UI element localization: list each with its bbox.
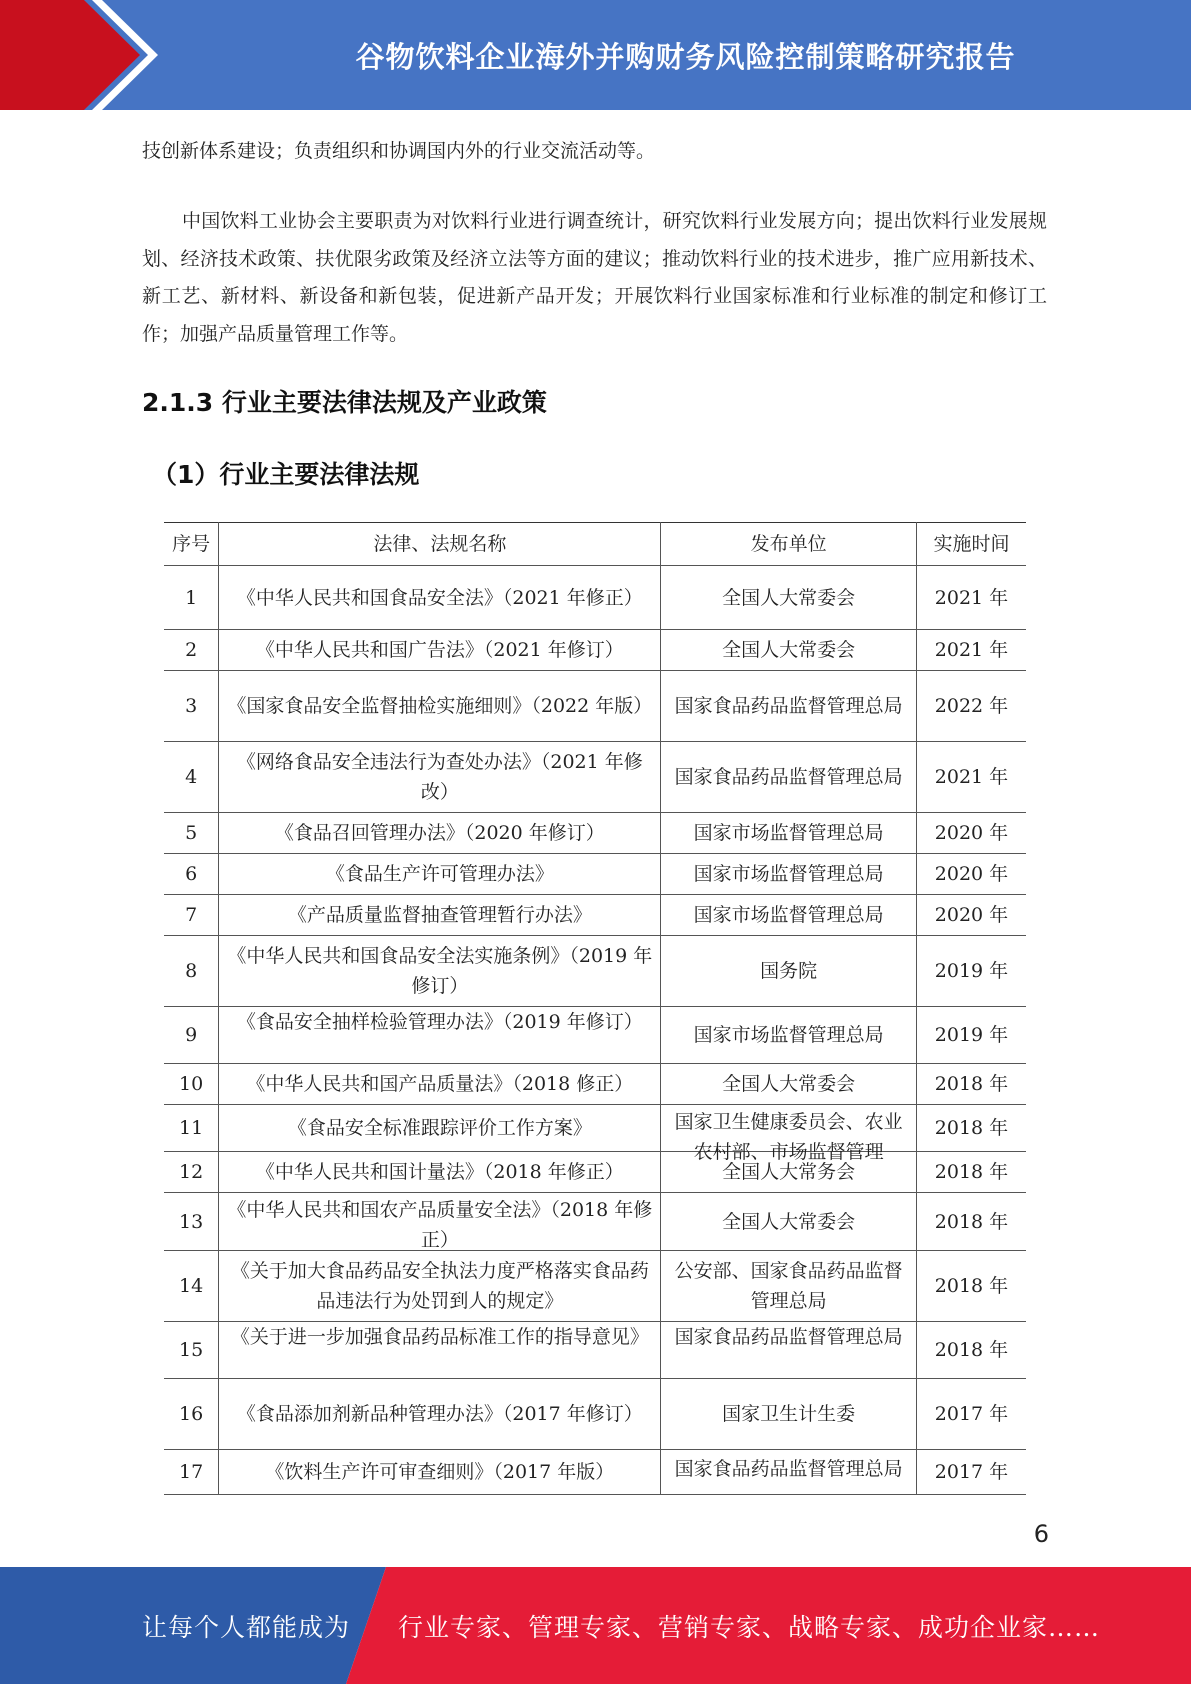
header-issuer: 发布单位 <box>661 523 917 566</box>
header-title: 谷物饮料企业海外并购财务风险控制策略研究报告 <box>355 39 1016 74</box>
table-row <box>164 1251 1026 1322</box>
cell-date: 2022 年 <box>916 671 1026 742</box>
cell-law-name: 《中华人民共和国计量法》（2018 年修正） <box>219 1152 661 1193</box>
cell-law-name: 《产品质量监督抽查管理暂行办法》 <box>219 895 661 936</box>
table-row <box>164 1322 1026 1379</box>
cell-date: 2018 年 <box>916 1105 1026 1152</box>
cell-issuer: 国家卫生计生委 <box>661 1379 917 1450</box>
header-effective-date: 实施时间 <box>916 523 1026 566</box>
cell-date: 2017 年 <box>916 1379 1026 1450</box>
table-row <box>164 1152 1026 1193</box>
cell-serial: 13 <box>164 1193 219 1251</box>
table-header-row <box>164 523 1026 566</box>
cell-issuer: 国务院 <box>661 936 917 1007</box>
cell-law-name-text: 《中华人民共和国农产品质量安全法》（2018 年修正） <box>227 1199 653 1251</box>
cell-law-name: 《中华人民共和国广告法》（2021 年修订） <box>219 630 661 671</box>
cell-law-name <box>219 1007 661 1064</box>
cell-date: 2018 年 <box>916 1251 1026 1322</box>
cell-date: 2018 年 <box>916 1193 1026 1251</box>
cell-issuer: 国家市场监督管理总局 <box>661 895 917 936</box>
paragraph-association-duties: 中国饮料工业协会主要职责为对饮料行业进行调查统计，研究饮料行业发展方向；提出饮料行业发展规划、经济技术政策、扶优限劣政策及经济立法等方面的建议；推动饮料行业的技术进步，推广应用新技术、新工艺、新材料、新设备和新包装，促进新产品开发；开展饮料行业国家标准和行业标准的制定和修订工作；加强产品质量管理工作等。 <box>142 210 1047 345</box>
cell-serial: 14 <box>164 1251 219 1322</box>
cell-issuer-text: 国家食品药品监督管理总局 <box>674 1326 903 1348</box>
cell-issuer: 国家食品药品监督管理总局 <box>661 742 917 813</box>
cell-law-name: 《饮料生产许可审查细则》（2017 年版） <box>219 1450 661 1495</box>
cell-serial: 3 <box>164 671 219 742</box>
cell-issuer: 国家市场监督管理总局 <box>661 854 917 895</box>
cell-law-name: 《中华人民共和国食品安全法实施条例》（2019 年修订） <box>219 936 661 1007</box>
table-row <box>164 630 1026 671</box>
laws-table-container <box>164 522 1026 1485</box>
footer-slogan-left: 让每个人都能成为 <box>142 1612 351 1642</box>
table-row <box>164 895 1026 936</box>
cell-serial: 17 <box>164 1450 219 1495</box>
cell-serial: 4 <box>164 742 219 813</box>
cell-issuer: 全国人大常务会 <box>661 1152 917 1193</box>
cell-issuer <box>661 1322 917 1379</box>
cell-serial: 2 <box>164 630 219 671</box>
laws-table <box>164 522 1026 1495</box>
table-row <box>164 742 1026 813</box>
cell-date: 2019 年 <box>916 936 1026 1007</box>
table-row <box>164 1105 1026 1152</box>
cell-law-name: 《网络食品安全违法行为查处办法》（2021 年修改） <box>219 742 661 813</box>
cell-law-name-text: 《关于进一步加强食品药品标准工作的指导意见》 <box>230 1326 649 1348</box>
cell-serial: 16 <box>164 1379 219 1450</box>
cell-serial: 7 <box>164 895 219 936</box>
cell-date: 2020 年 <box>916 895 1026 936</box>
cell-issuer: 全国人大常委会 <box>661 1193 917 1251</box>
page-number: 6 <box>1033 1520 1049 1548</box>
page-header <box>0 0 1191 110</box>
cell-date: 2020 年 <box>916 813 1026 854</box>
section-heading: 2.1.3 行业主要法律法规及产业政策 <box>142 388 547 417</box>
table-row <box>164 671 1026 742</box>
cell-issuer <box>661 1105 917 1163</box>
cell-date: 2021 年 <box>916 630 1026 671</box>
cell-serial: 9 <box>164 1007 219 1064</box>
cell-issuer: 国家市场监督管理总局 <box>661 813 917 854</box>
cell-issuer-text: 国家食品药品监督管理总局 <box>674 1458 903 1480</box>
table-row <box>164 813 1026 854</box>
cell-law-name: 《关于加大食品药品安全执法力度严格落实食品药品违法行为处罚到人的规定》 <box>219 1251 661 1322</box>
cell-serial: 5 <box>164 813 219 854</box>
cell-issuer: 国家食品药品监督管理总局 <box>661 671 917 742</box>
cell-issuer: 国家市场监督管理总局 <box>661 1007 917 1064</box>
cell-date: 2017 年 <box>916 1450 1026 1495</box>
cell-serial: 11 <box>164 1105 219 1152</box>
cell-date: 2018 年 <box>916 1064 1026 1105</box>
page-footer <box>0 1567 1191 1684</box>
cell-serial: 6 <box>164 854 219 895</box>
cell-date: 2018 年 <box>916 1322 1026 1379</box>
cell-issuer: 全国人大常委会 <box>661 630 917 671</box>
cell-law-name: 《食品召回管理办法》（2020 年修订） <box>219 813 661 854</box>
header-chevron-graphic <box>0 0 170 110</box>
cell-issuer: 全国人大常委会 <box>661 1064 917 1105</box>
table-row <box>164 1450 1026 1495</box>
cell-date: 2021 年 <box>916 742 1026 813</box>
cell-law-name: 《国家食品安全监督抽检实施细则》（2022 年版） <box>219 671 661 742</box>
table-row <box>164 1193 1026 1251</box>
cell-law-name: 《中华人民共和国食品安全法》（2021 年修正） <box>219 566 661 630</box>
cell-law-name <box>219 1193 661 1251</box>
cell-law-name: 《食品安全标准跟踪评价工作方案》 <box>219 1105 661 1152</box>
cell-date: 2020 年 <box>916 854 1026 895</box>
cell-date: 2021 年 <box>916 566 1026 630</box>
cell-date: 2019 年 <box>916 1007 1026 1064</box>
paragraph-continued: 技创新体系建设；负责组织和协调国内外的行业交流活动等。 <box>142 140 656 162</box>
table-row <box>164 1064 1026 1105</box>
table-row <box>164 1379 1026 1450</box>
cell-serial: 8 <box>164 936 219 1007</box>
table-row <box>164 566 1026 630</box>
table-row <box>164 936 1026 1007</box>
cell-law-name: 《中华人民共和国产品质量法》（2018 修正） <box>219 1064 661 1105</box>
footer-slogan-right: 行业专家、管理专家、营销专家、战略专家、成功企业家…… <box>398 1612 1101 1642</box>
header-law-name: 法律、法规名称 <box>219 523 661 566</box>
cell-serial: 12 <box>164 1152 219 1193</box>
cell-law-name: 《食品生产许可管理办法》 <box>219 854 661 895</box>
cell-serial: 10 <box>164 1064 219 1105</box>
cell-date: 2018 年 <box>916 1152 1026 1193</box>
cell-law-name <box>219 1322 661 1379</box>
table-row <box>164 1007 1026 1064</box>
cell-serial: 1 <box>164 566 219 630</box>
cell-issuer-text: 国家卫生健康委员会、农业农村部、市场监督管理 <box>674 1111 903 1163</box>
cell-issuer <box>661 1450 917 1495</box>
cell-serial: 15 <box>164 1322 219 1379</box>
cell-law-name: 《食品添加剂新品种管理办法》（2017 年修订） <box>219 1379 661 1450</box>
subsection-heading: （1）行业主要法律法规 <box>152 460 420 489</box>
cell-issuer: 全国人大常委会 <box>661 566 917 630</box>
table-row <box>164 854 1026 895</box>
cell-law-name-text: 《食品安全抽样检验管理办法》（2019 年修订） <box>236 1011 643 1033</box>
cell-issuer: 公安部、国家食品药品监督管理总局 <box>661 1251 917 1322</box>
header-serial: 序号 <box>164 523 219 566</box>
